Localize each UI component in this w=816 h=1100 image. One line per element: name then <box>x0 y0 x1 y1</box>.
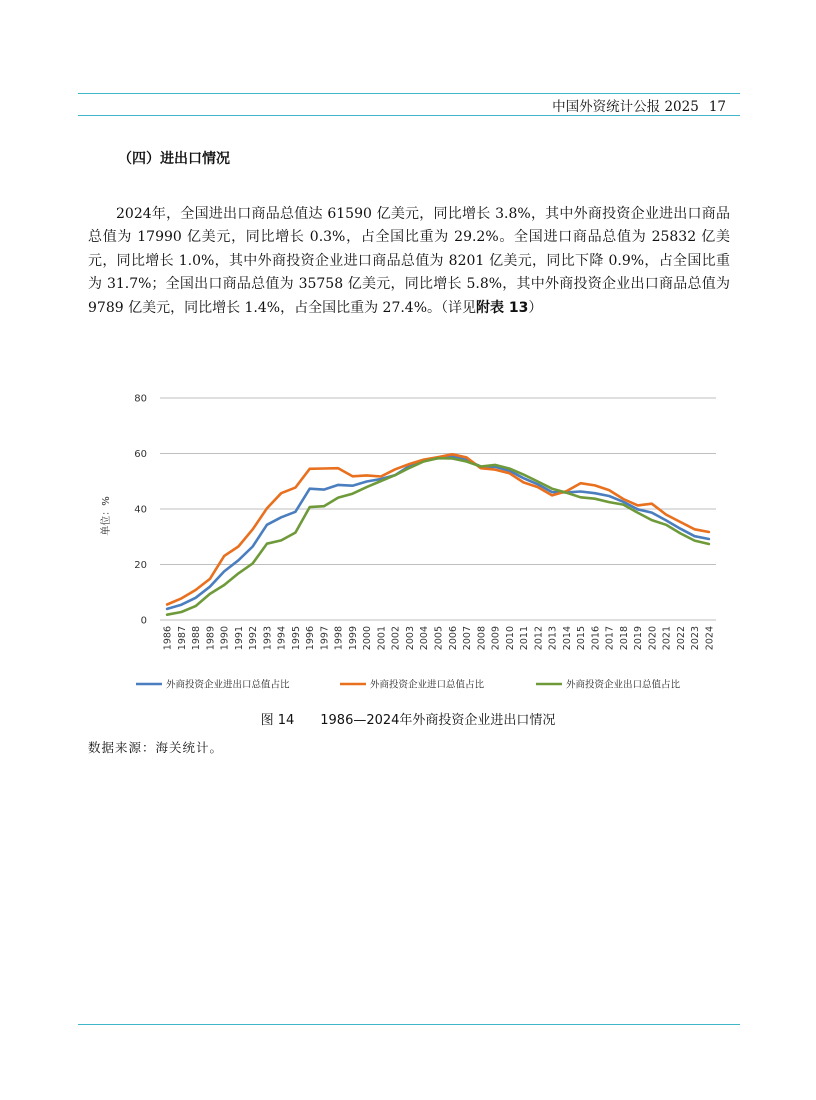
running-header <box>552 95 726 115</box>
footer-rule <box>78 1024 740 1025</box>
legend-label-2: 外商投资企业进口总值占比 <box>370 679 485 691</box>
x-tick-label: 1991 <box>233 626 245 651</box>
figure-number: 图 14 <box>260 713 295 728</box>
header-bottom-rule <box>78 115 740 116</box>
y-axis-label: 单位：% <box>101 496 112 536</box>
x-tick-label: 2016 <box>590 626 602 651</box>
chart-legend <box>136 679 681 691</box>
x-tick-label: 2009 <box>490 626 502 651</box>
x-tick-label: 2018 <box>618 626 630 651</box>
report-title: 中国外资统计公报 2025 <box>552 99 699 115</box>
x-tick-label: 2013 <box>547 626 559 651</box>
y-tick-label: 40 <box>134 504 147 516</box>
x-tick-label: 2011 <box>519 626 531 651</box>
x-tick-label: 2024 <box>704 626 716 651</box>
section-heading: （四）进出口情况 <box>118 151 230 167</box>
x-tick-label: 2020 <box>647 626 659 651</box>
x-tick-label: 1994 <box>276 626 288 651</box>
x-tick-label: 2023 <box>690 626 702 651</box>
header-top-rule <box>78 93 740 94</box>
trade-share-line-chart <box>88 382 728 700</box>
series-line-2 <box>167 454 709 604</box>
x-tick-label: 2017 <box>604 626 616 651</box>
x-tick-label: 2019 <box>633 626 645 651</box>
y-tick-label: 60 <box>134 449 147 460</box>
x-tick-label: 2006 <box>447 626 459 651</box>
x-tick-label: 1987 <box>176 626 188 651</box>
x-tick-label: 2021 <box>661 626 673 651</box>
paragraph-text: 2024年，全国进出口商品总值达 61590 亿美元，同比增长 3.8%，其中外商投资企业进出口商品总值为 17990 亿美元，同比增长 0.3%，占全国比重为 29.2%。全国进口商品总值为 25832 亿美元，同比增长 1.0%，其中外商投资企业进口商品总值为 8201 亿美元，同比下降 0.9%，占全国比重为 31.7%；全国出口商品总值为 35758 亿美元，同比增长 5.8%，其中外商投资企业出口商品总值为 9789 亿美元，同比增长 1.4%，占全国比重为 27.4%。（详见 <box>88 206 730 316</box>
x-tick-label: 2022 <box>675 626 687 651</box>
y-tick-label: 0 <box>140 615 147 627</box>
x-tick-label: 2008 <box>476 626 488 651</box>
x-tick-label: 1986 <box>162 626 174 651</box>
x-tick-label: 2002 <box>390 626 402 651</box>
x-tick-label: 2005 <box>433 626 445 651</box>
x-tick-label: 2014 <box>561 626 573 651</box>
legend-label-1: 外商投资企业进出口总值占比 <box>166 679 290 691</box>
legend-label-3: 外商投资企业出口总值占比 <box>566 679 681 691</box>
appendix-table-link[interactable]: 附表 13 <box>476 299 529 316</box>
page-number: 17 <box>708 99 726 115</box>
x-tick-label: 1988 <box>191 626 203 651</box>
x-tick-label: 2000 <box>362 626 374 651</box>
body-paragraph <box>88 203 730 320</box>
chart-series-lines <box>167 454 709 614</box>
y-tick-label: 80 <box>134 393 147 405</box>
x-tick-label: 2015 <box>576 626 588 651</box>
x-tick-label: 1997 <box>319 626 331 651</box>
x-axis-ticks <box>163 626 716 650</box>
x-tick-label: 2001 <box>376 626 388 651</box>
x-tick-label: 1993 <box>262 626 274 651</box>
data-source-note: 数据来源：海关统计。 <box>88 740 224 755</box>
x-tick-label: 1996 <box>305 626 317 651</box>
y-axis-ticks <box>134 394 147 627</box>
x-tick-label: 1999 <box>347 626 359 651</box>
x-tick-label: 1995 <box>290 626 302 651</box>
x-tick-label: 2012 <box>533 626 545 651</box>
x-tick-label: 1998 <box>333 626 345 651</box>
figure-caption <box>0 709 816 728</box>
y-tick-label: 20 <box>134 560 147 571</box>
x-tick-label: 1992 <box>248 626 260 651</box>
paragraph-closing: ） <box>528 299 543 316</box>
x-tick-label: 2003 <box>404 626 416 651</box>
x-tick-label: 1989 <box>205 626 217 651</box>
figure-title: 1986—2024年外商投资企业进出口情况 <box>320 713 556 728</box>
x-tick-label: 2010 <box>504 626 516 651</box>
x-tick-label: 1990 <box>219 626 231 651</box>
x-tick-label: 2007 <box>462 626 474 651</box>
x-tick-label: 2004 <box>419 626 431 651</box>
